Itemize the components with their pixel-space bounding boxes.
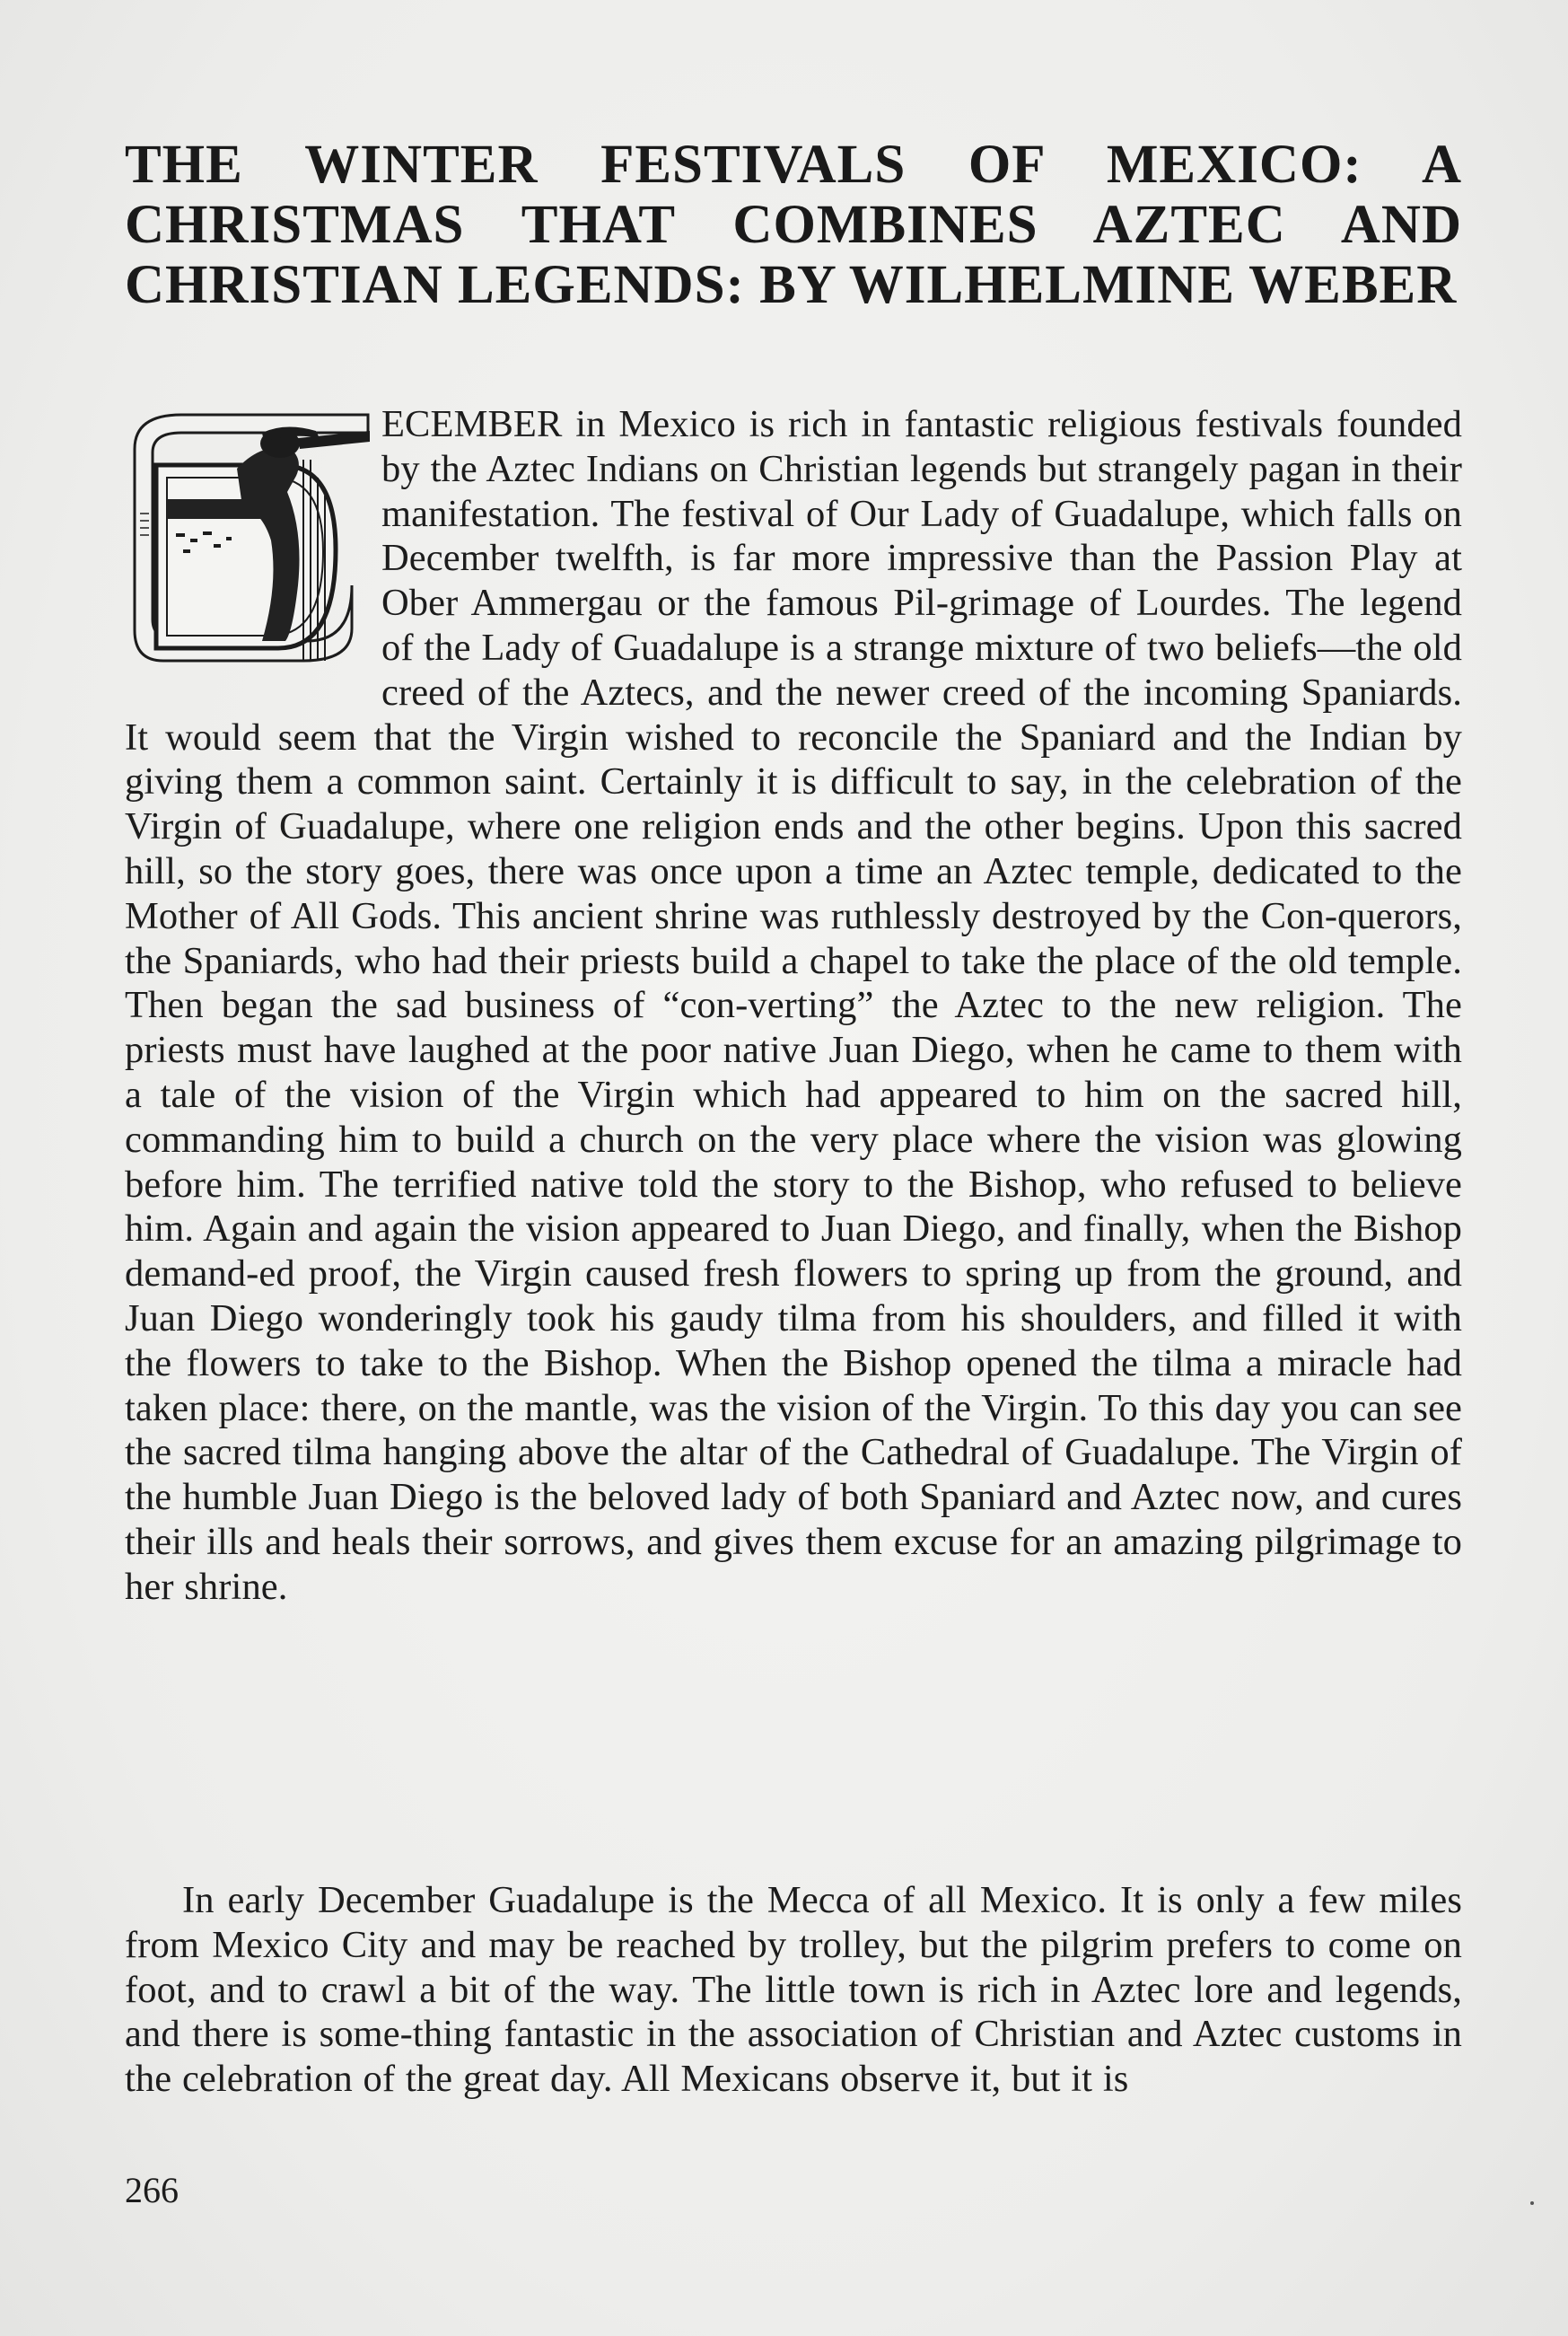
article-title: THE WINTER FESTIVALS OF MEXICO: A CHRISTMAS THAT COMBINES AZTEC AND CHRISTIAN LEGENDS: BY WILHELMINE WEBER xyxy=(125,135,1462,315)
paragraph-2: In early December Guadalupe is the Mecca of all Mexico. It is only a few miles from Mexico City and may be reached by trolley, but the pilgrim prefers to come on foot, and to crawl a bit of the way. The little town is rich in Aztec lore and legends, and there is some-thing fantastic in the association of Christian and Aztec customs in the celebration of the great day. All Mexicans observe it, but it is xyxy=(125,1879,1462,2101)
article-body-first xyxy=(125,402,1462,1610)
drop-cap-spacer xyxy=(125,402,381,707)
paragraph-1: ECEMBER in Mexico is rich in fantastic religious festivals founded by the Aztec Indians on Christian legends but strangely pagan in their manifestation. The festival of Our Lady of Guadalupe, which falls on December twelfth, is far more impressive than the Passion Play at Ober Ammergau or the famous Pil-grimage of Lourdes. The legend of the Lady of Guadalupe is a strange mixture of two beliefs—the old creed of the Aztecs, and the newer creed of the incoming Spaniards. It would seem that the Virgin wished to reconcile the Spaniard and the Indian by giving them a common saint. Certainly it is difficult to say, in the celebration of the Virgin of Guadalupe, where one religion ends and the other begins. Upon this sacred hill, so the story goes, there was once upon a time an Aztec temple, dedicated to the Mother of All Gods. This ancient shrine was ruthlessly destroyed by the Con-querors, the Spaniards, who had their priests build a chapel to take the place of the old temple. Then began the sad business of “con-verting” the Aztec to the new religion. The priests must have laughed at the poor native Juan Diego, when he came to them with a tale of the vision of the Virgin which had appeared to him on the sacred hill, commanding him to build a church on the very place where the vision was glowing before him. The terrified native told the story to the Bishop, who refused to believe him. Again and again the vision appeared to Juan Diego, and finally, when the Bishop demand-ed proof, the Virgin caused fresh flowers to spring up from the ground, and Juan Diego wonderingly took his gaudy tilma from his shoulders, and filled it with the flowers to take to the Bishop. When the Bishop opened the tilma a miracle had taken place: there, on the mantle, was the vision of the Virgin. To this day you can see the sacred tilma hanging above the altar of the Cathedral of Guadalupe. The Virgin of the humble Juan Diego is the beloved lady of both Spaniard and Aztec now, and cures their ills and heals their sorrows, and gives them excuse for an amazing pilgrimage to her shrine. xyxy=(125,403,1462,1608)
page-number: 266 xyxy=(125,2170,179,2210)
article-body-second xyxy=(125,1878,1462,2102)
paper-speck xyxy=(1530,2201,1534,2205)
